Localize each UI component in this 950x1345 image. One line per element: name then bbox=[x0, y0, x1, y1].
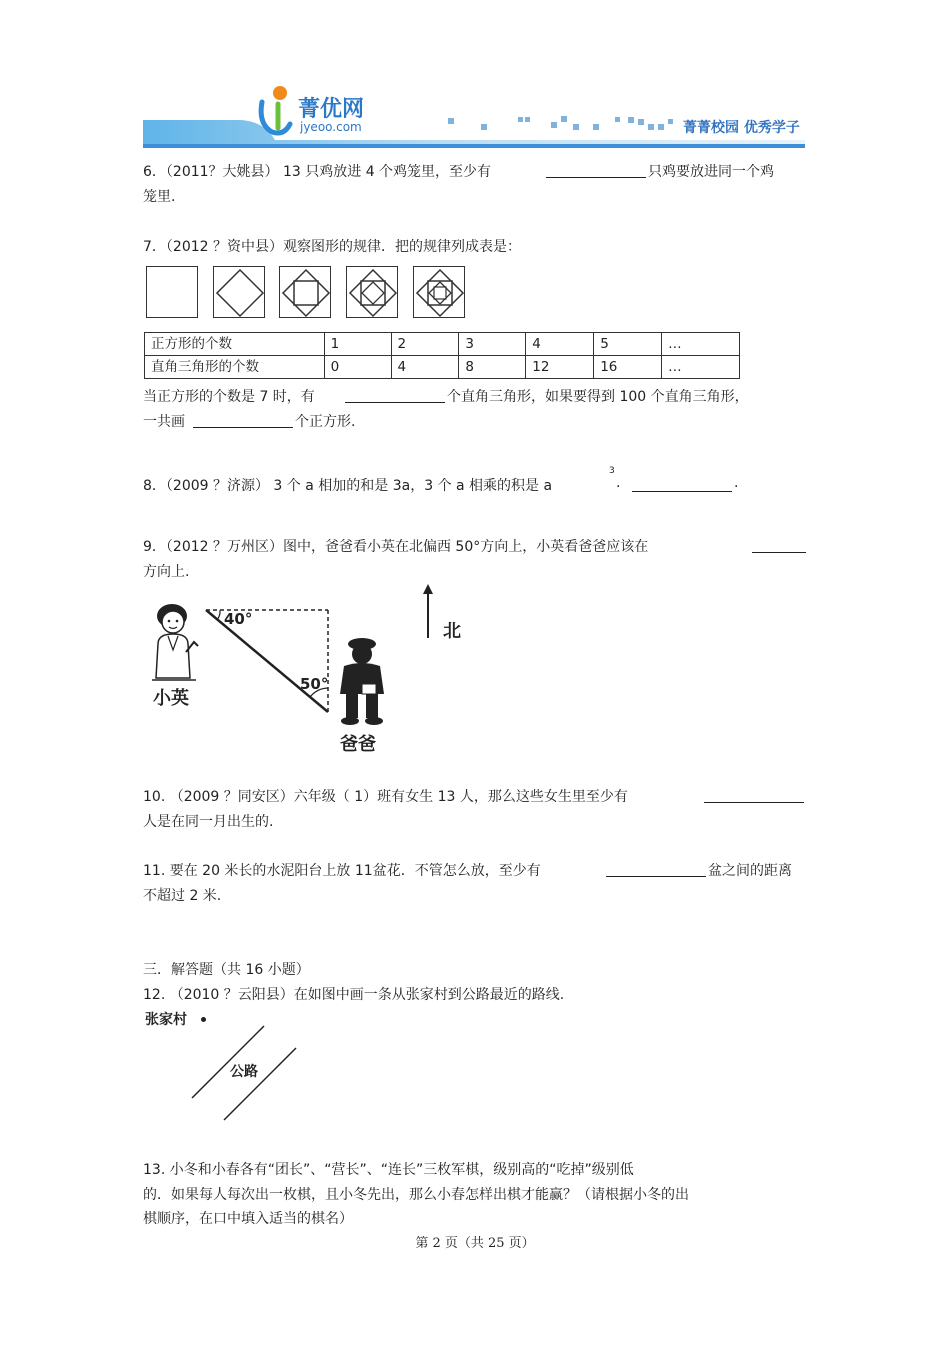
table-cell: 3 bbox=[459, 333, 526, 356]
figure-square-2 bbox=[213, 266, 265, 318]
table-cell: 4 bbox=[526, 333, 594, 356]
table-cell: 1 bbox=[324, 333, 391, 356]
angle-50-label: 50° bbox=[300, 675, 329, 693]
q11-text-2: 不超过 2 米. bbox=[143, 888, 222, 904]
jyeoo-logo-icon bbox=[254, 84, 298, 140]
dad-figure-icon bbox=[334, 636, 390, 726]
q11-answer-blank[interactable] bbox=[606, 862, 706, 877]
q6-line1 bbox=[143, 161, 491, 181]
table-cell: 8 bbox=[459, 356, 526, 379]
dad-label: 爸爸 bbox=[340, 734, 376, 755]
page-footer: 第 2 页（共 25 页） bbox=[415, 1236, 535, 1251]
q7-text-2b: 个正方形. bbox=[295, 414, 356, 430]
q10-answer-blank[interactable] bbox=[704, 788, 804, 803]
north-label: 北 bbox=[443, 621, 461, 642]
table-cell: 4 bbox=[391, 356, 459, 379]
logo-text: 菁优网 bbox=[298, 97, 365, 122]
angle-diagram bbox=[198, 600, 338, 720]
q11-text-1a: 11. 要在 20 米长的水泥阳台上放 11盆花．不管怎么放，至少有 bbox=[143, 863, 541, 879]
q7-answer-blank-1[interactable] bbox=[345, 388, 445, 403]
village-point bbox=[201, 1017, 206, 1022]
header-slogan: 菁菁校园 优秀学子 bbox=[683, 120, 800, 136]
table-row bbox=[145, 356, 740, 379]
q10-text-2: 人是在同一月出生的. bbox=[143, 814, 274, 830]
q6-answer-blank[interactable] bbox=[546, 163, 646, 178]
girl-figure-icon bbox=[146, 600, 206, 682]
q13-line-2: 的．如果每人每次出一枚棋，且小冬先出，那么小春怎样出棋才能赢？（请根据小冬的出 bbox=[143, 1187, 689, 1203]
q7-text-1a: 当正方形的个数是 7 时，有 bbox=[143, 389, 315, 405]
q6-line2: 笼里. bbox=[143, 189, 176, 205]
table-cell: 2 bbox=[391, 333, 459, 356]
q9-answer-blank[interactable] bbox=[752, 538, 806, 553]
q8-answer-blank[interactable] bbox=[632, 477, 732, 492]
girl-label: 小英 bbox=[153, 688, 189, 709]
q8-text-b: . bbox=[616, 475, 621, 491]
figure-square-1 bbox=[146, 266, 198, 318]
q7-text-1b: 个直角三角形，如果要得到 100 个直角三角形， bbox=[447, 389, 749, 405]
logo-url: jyeoo.com bbox=[300, 120, 362, 134]
figure-square-3 bbox=[279, 266, 331, 318]
table-cell: 正方形的个数 bbox=[145, 333, 325, 356]
q8-text-a: 8．（2009 ？济源） 3 个 a 相加的和是 3a，3 个 a 相乘的积是 a bbox=[143, 478, 553, 494]
q8-text-c: . bbox=[734, 475, 739, 491]
q11-text-1b: 盆之间的距离 bbox=[708, 863, 792, 879]
road-label: 公路 bbox=[230, 1064, 258, 1080]
q7-title: 7．（2012 ？资中县）观察图形的规律．把的规律列成表是： bbox=[143, 239, 521, 255]
q7-table bbox=[144, 332, 740, 379]
q13-line-1: 13. 小冬和小春各有“团长”、“营长”、“连长”三枚军棋，级别高的“吃掉”级别低 bbox=[143, 1162, 634, 1178]
q7-text-2a: 一共画 bbox=[143, 414, 185, 430]
figure-square-4 bbox=[346, 266, 398, 318]
north-arrow-icon bbox=[420, 584, 436, 640]
table-cell: 16 bbox=[594, 356, 662, 379]
q6-text-b: 只鸡要放进同一个鸡 bbox=[648, 164, 774, 180]
table-cell: 直角三角形的个数 bbox=[145, 356, 325, 379]
figure-square-5 bbox=[413, 266, 465, 318]
q7-answer-blank-2[interactable] bbox=[193, 413, 293, 428]
q8-superscript: 3 bbox=[609, 466, 615, 476]
section-title: 三．解答题（共 16 小题） bbox=[143, 962, 310, 978]
q9-text-1: 9．（2012 ？万州区）图中，爸爸看小英在北偏西 50°方向上，小英看爸爸应该在 bbox=[143, 539, 649, 555]
q9-text-2: 方向上. bbox=[143, 564, 190, 580]
q12-text: 12. （2010 ？云阳县）在如图中画一条从张家村到公路最近的路线. bbox=[143, 987, 565, 1003]
q10-text-1: 10. （2009 ？同安区）六年级（ 1）班有女生 13 人，那么这些女生里至少有 bbox=[143, 789, 628, 805]
q6-text-a: 6．（2011？大姚县） 13 只鸡放进 4 个鸡笼里，至少有 bbox=[143, 164, 492, 180]
table-cell: 12 bbox=[526, 356, 594, 379]
q13-line-3: 棋顺序，在口中填入适当的棋名） bbox=[143, 1211, 353, 1227]
table-cell: … bbox=[662, 356, 740, 379]
angle-40-label: 40° bbox=[224, 610, 253, 628]
table-cell: … bbox=[662, 333, 740, 356]
table-cell: 0 bbox=[324, 356, 391, 379]
table-cell: 5 bbox=[594, 333, 662, 356]
village-label: 张家村 bbox=[145, 1012, 187, 1028]
table-row bbox=[145, 333, 740, 356]
